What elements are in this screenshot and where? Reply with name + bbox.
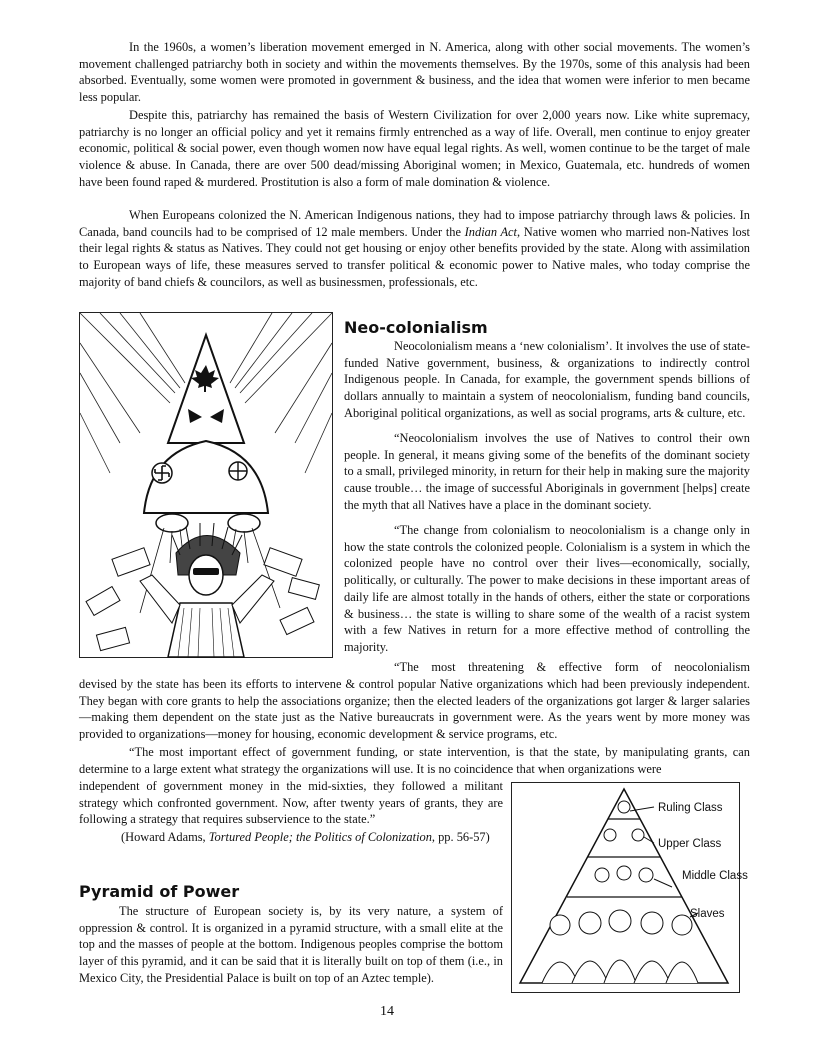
pyramid-drawing <box>512 783 748 992</box>
neo-quote-paragraph-2: “The change from colonialism to neocolonialism is a change only in how the state controls the colonized people. Colonialism is a system in which the colonized people have no control over their lives—economically, socially, politically, or culturally. The power to make decisions in these important areas of daily life are almost totally in the hands of others, either the state or corporations & business… the state is willing to share some of the wealth of a racist system with a few Natives in return for a more effective method of controlling the majority. <box>344 523 750 654</box>
neo-colonialism-heading: Neo-colonialism <box>344 318 488 337</box>
neo-paragraph-1: Neocolonialism means a ‘new colonialism’. It involves the use of state-funded Native government, business, & organizations to indirectly control Indigenous people. In Canada, for example, the government spends billions of dollars annually to maintain a system of neocolonialism, funding band councils, Aboriginal political organizations, as well as social programs, arts & culture, etc. <box>344 339 750 420</box>
citation-title: Tortured People; the Politics of Colonization <box>208 830 432 844</box>
neo-threat-paragraph: devised by the state has been its efforts to intervene & control popular Native organizations which had been previously independent. They began with core grants to help the associations organize; then the elected leaders of the organizations got larger & larger salaries—making them dependent on the state just as the Native bureaucrats in government were. As the years went by more money was provided to organizations—money for housing, economic development & service programs, etc. <box>79 677 750 742</box>
pyramid-of-power-heading: Pyramid of Power <box>79 882 240 901</box>
colonial-text-b: , Native women who married non-Natives lost their legal rights & status as Natives. They could not get housing or enjoy other benefits provided by the state. Along with assimilation to European ways of life, these measures served to transfer political & economic power to Native males, who today comprise the majority of band chiefs & councilors, as well as businessmen, professionals, etc. <box>79 224 750 289</box>
citation-author: (Howard Adams, <box>121 830 209 844</box>
citation-pages: , pp. 56-57) <box>431 830 490 844</box>
swastika-icon <box>152 463 172 483</box>
neo-citation <box>79 829 503 846</box>
neo-effect-paragraph-rest: independent of government money in the mid-sixties, they followed a militant strategy which confronted government. Now, after twenty years of grants, they are following a strategy that requires subservience to the state.” <box>79 779 503 827</box>
intro-paragraph-1: In the 1960s, a women’s liberation movement emerged in N. America, along with other social movements. The women’s movement challenged patriarchy both in society and within the movements themselves. By the 1970s, some of this analysis had been absorbed. Eventually, some women were promoted in government & business, and the idea that women were inferior to men became less popular. <box>79 40 750 105</box>
indian-act-title: Indian Act <box>464 224 517 239</box>
puppet-master-drawing <box>80 313 332 657</box>
puppet-master-illustration <box>79 312 333 658</box>
ruling-class-label: Ruling Class <box>658 802 723 814</box>
middle-class-label: Middle Class <box>682 870 748 882</box>
upper-class-label: Upper Class <box>658 838 722 850</box>
peace-cross-icon <box>229 462 247 480</box>
colonial-text-a: When Europeans colonized the N. American Indigenous nations, they had to impose patriarchy through laws & policies. In Canada, band councils had to be comprised of 12 male members. Under the <box>79 208 750 239</box>
pyramid-paragraph: The structure of European society is, by its very nature, a system of oppression & control. It is organized in a pyramid structure, with a small elite at the top and the masses of people at the bottom. Indigenous peoples comprise the bottom layer of this pyramid, and it can be said that it is literally built on top of them (i.e., in Mexico City, the Presidential Palace is built on top of an Aztec temple). <box>79 904 503 985</box>
colonial-paragraph <box>79 207 750 291</box>
neo-threat-first-line: “The most threatening & effective form of neocolonialism <box>394 660 750 674</box>
page-number: 14 <box>380 1004 394 1019</box>
pyramid-of-power-diagram <box>511 782 748 993</box>
intro-paragraph-2: Despite this, patriarchy has remained the basis of Western Civilization for over 2,000 years now. Like white supremacy, patriarchy is no longer an official policy and yet it remains firmly entrenched as a way of life. Overall, men continue to enjoy greater economic, political & social power, even though women now have equal legal rights. As well, women continue to be the target of male violence & abuse. In Canada, there are over 500 dead/missing Aboriginal women; in Mexico, Guatemala, etc. hundreds of women have been found raped & murdered. Prostitution is also a form of male domination & violence. <box>79 108 750 189</box>
slaves-label: Slaves <box>690 908 725 920</box>
neo-effect-paragraph: “The most important effect of government funding, or state intervention, is that the state, by manipulating grants, can determine to a large extent what strategy the organizations will use. It is no coincidence that when organizations were <box>79 745 750 776</box>
neo-quote-paragraph-1: “Neocolonialism involves the use of Natives to control their own people. In general, it means giving some of the benefits of the dominant society to a small, privileged minority, in return for their help in making sure the majority cause trouble… the image of successful Aboriginals in government [helps] create the myth that all Natives have a place in the dominant society. <box>344 431 750 512</box>
